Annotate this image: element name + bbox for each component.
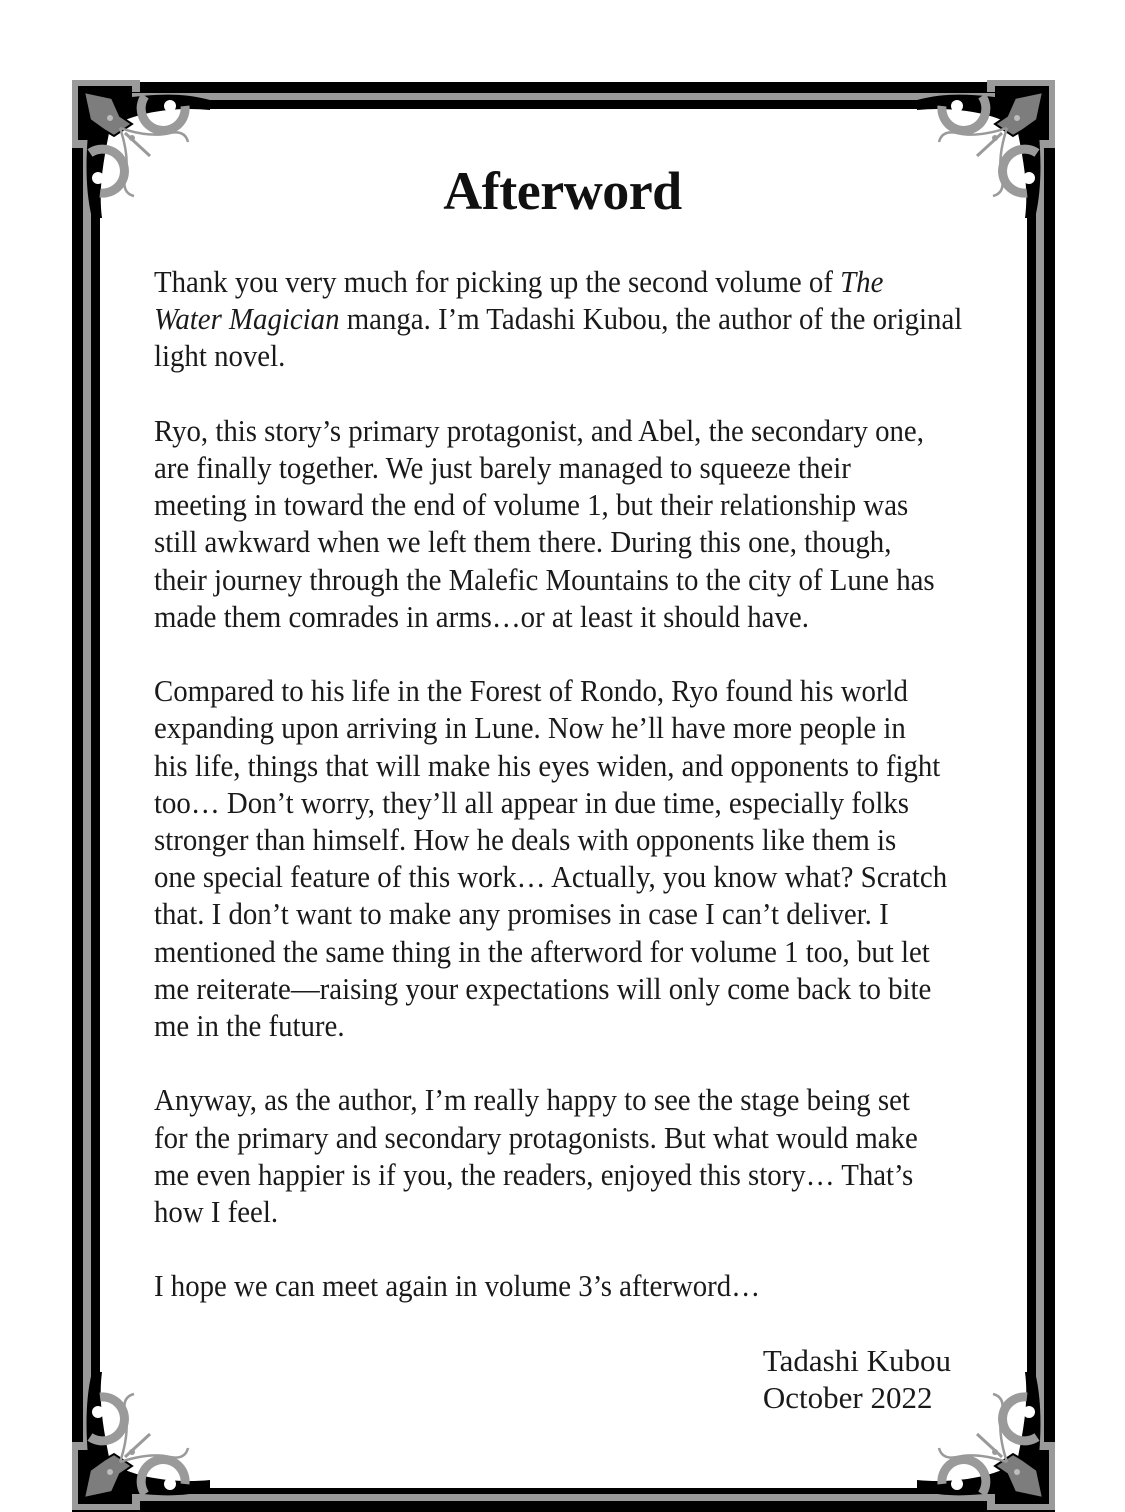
text-line: [154, 709, 935, 746]
text-line: [154, 412, 935, 449]
text-segment: made them comrades in arms…or at least it should have.: [154, 598, 809, 634]
text-segment: me reiterate—raising your expectations will only come back to bite: [154, 970, 932, 1006]
text-line: [154, 561, 935, 598]
text-line: [154, 1119, 935, 1156]
text-segment: how I feel.: [154, 1194, 279, 1230]
text-line: [154, 337, 935, 374]
paragraph: [154, 1267, 935, 1304]
text-segment: Anyway, as the author, I’m really happy to see the stage being set: [154, 1082, 910, 1118]
text-segment: one special feature of this work… Actually, you know what? Scratch: [154, 859, 948, 895]
text-segment: expanding upon arriving in Lune. Now he’ll have more people in: [154, 710, 906, 746]
page-title: Afterword: [443, 161, 682, 221]
text-line: [154, 1193, 935, 1230]
italic-title-text: The: [840, 264, 884, 299]
text-segment: Compared to his life in the Forest of Rondo, Ryo found his world: [154, 673, 908, 709]
text-segment: still awkward when we left them there. During this one, though,: [154, 524, 892, 560]
text-line: [154, 523, 935, 560]
text-line: [154, 263, 935, 300]
text-segment: I hope we can meet again in volume 3’s afterword…: [154, 1268, 761, 1304]
text-segment: Thank you very much for picking up the second volume of: [154, 264, 841, 299]
text-line: [154, 970, 935, 1007]
text-line: [154, 1156, 935, 1193]
text-line: [154, 821, 935, 858]
text-line: [154, 449, 935, 486]
text-line: [154, 784, 935, 821]
text-line: [154, 895, 935, 932]
ornament-corner-bottom-left-icon: [70, 1362, 220, 1512]
text-line: [154, 486, 935, 523]
text-line: [154, 1007, 935, 1044]
text-segment: their journey through the Malefic Mountains to the city of Lune has: [154, 561, 935, 597]
paragraph: [154, 1081, 935, 1230]
text-line: [154, 672, 935, 709]
afterword-body: [154, 263, 963, 1342]
text-line: [154, 300, 963, 337]
text-line: [154, 1081, 935, 1118]
text-segment: his life, things that will make his eyes widen, and opponents to fight: [154, 747, 941, 783]
text-segment: that. I don’t want to make any promises in case I can’t deliver. I: [154, 896, 889, 932]
text-segment: stronger than himself. How he deals with opponents like them is: [154, 822, 897, 858]
italic-title-text: Water Magician: [154, 301, 340, 337]
signature-date: October 2022: [762, 1380, 933, 1415]
text-segment: are finally together. We just barely managed to squeeze their: [154, 450, 851, 485]
text-line: [154, 747, 941, 784]
text-segment: mentioned the same thing in the afterword for volume 1 too, but let: [154, 933, 930, 969]
signature-block: [763, 1342, 951, 1416]
text-segment: too… Don’t worry, they’ll all appear in due time, especially folks: [154, 784, 909, 820]
paragraph: [154, 263, 963, 375]
text-line: [154, 598, 935, 635]
text-segment: me in the future.: [154, 1008, 345, 1044]
text-line: [154, 1267, 935, 1304]
text-segment: for the primary and secondary protagonists. But what would make: [154, 1119, 918, 1155]
text-segment: light novel.: [154, 338, 286, 374]
signature-author: Tadashi Kubou: [762, 1343, 951, 1378]
text-segment: meeting in toward the end of volume 1, but their relationship was: [154, 487, 909, 523]
paragraph: [154, 412, 935, 635]
text-segment: me even happier is if you, the readers, enjoyed this story… That’s: [154, 1156, 914, 1192]
text-segment: Ryo, this story’s primary protagonist, and Abel, the secondary one,: [154, 412, 924, 448]
text-line: [154, 933, 935, 970]
text-segment: manga. I’m Tadashi Kubou, the author of the original: [339, 301, 963, 337]
text-line: [154, 858, 948, 895]
paragraph: [154, 672, 948, 1044]
